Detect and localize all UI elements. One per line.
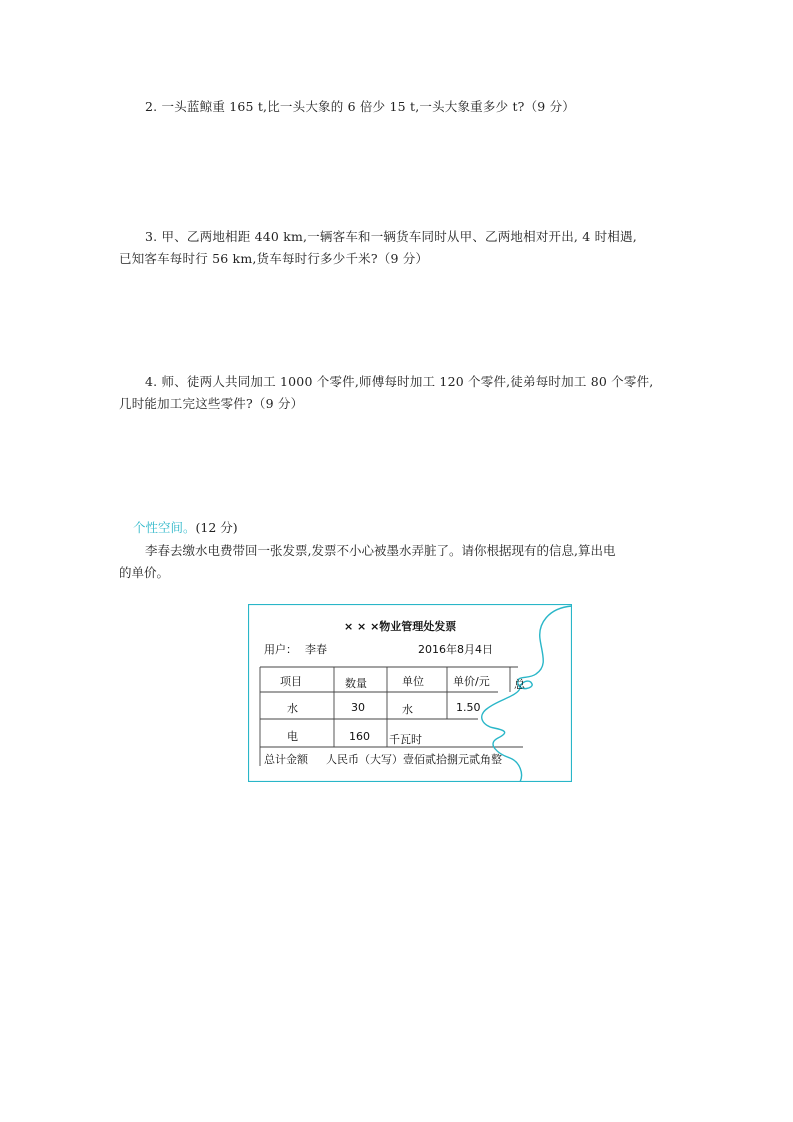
section-intro <box>119 540 679 584</box>
question-text-line2: 几时能加工完这些零件?（9 分） <box>119 396 304 411</box>
intro-line2: 的单价。 <box>119 565 170 580</box>
section-score: (12 分) <box>195 520 238 535</box>
invoice-total-value: 人民币（大写）壹佰贰拾捌元贰角整 <box>326 753 502 766</box>
invoice-row-water-unit: 水 <box>402 703 413 716</box>
question-4 <box>119 371 679 415</box>
question-number: 2. <box>145 99 158 114</box>
invoice-total-label: 总计金额 <box>264 753 308 766</box>
invoice-title: × × ×物业管理处发票 <box>344 620 457 633</box>
invoice-row-water-price: 1.50 <box>456 701 481 714</box>
invoice-header-unit-price: 单价/元 <box>453 675 490 688</box>
invoice-user-label: 用户： <box>264 643 297 656</box>
question-text-line1: 师、徒两人共同加工 1000 个零件,师傅每时加工 120 个零件,徒弟每时加工 80 个零件, <box>161 374 654 389</box>
invoice-figure <box>248 604 572 782</box>
question-text: 一头蓝鲸重 165 t,比一头大象的 6 倍少 15 t,一头大象重多少 t?（9 分） <box>161 99 575 114</box>
question-number: 3. <box>145 229 158 244</box>
question-2 <box>119 96 679 118</box>
question-number: 4. <box>145 374 158 389</box>
invoice-row-water-item: 水 <box>287 702 298 715</box>
invoice-user-name: 李春 <box>305 643 327 656</box>
invoice-date: 2016年8月4日 <box>418 643 493 656</box>
question-text-line1: 甲、乙两地相距 440 km,一辆客车和一辆货车同时从甲、乙两地相对开出, 4 时相遇, <box>161 229 637 244</box>
section-title-text: 个性空间。 <box>133 520 196 535</box>
question-text-line2: 已知客车每时行 56 km,货车每时行多少千米?（9 分） <box>119 251 429 266</box>
invoice-row-water-quantity: 30 <box>351 701 365 714</box>
intro-line1: 李春去缴水电费带回一张发票,发票不小心被墨水弄脏了。请你根据现有的信息,算出电 <box>145 543 616 558</box>
invoice-row-electric-quantity: 160 <box>349 730 370 743</box>
invoice-header-unit: 单位 <box>402 675 424 688</box>
invoice-row-electric-item: 电 <box>287 730 298 743</box>
invoice-header-item: 项目 <box>280 675 302 688</box>
invoice-header-quantity: 数量 <box>345 677 367 690</box>
invoice-row-electric-unit: 千瓦时 <box>389 733 422 746</box>
section-title <box>133 520 238 536</box>
invoice-header-total: 总 <box>514 678 525 691</box>
question-3 <box>119 226 679 270</box>
